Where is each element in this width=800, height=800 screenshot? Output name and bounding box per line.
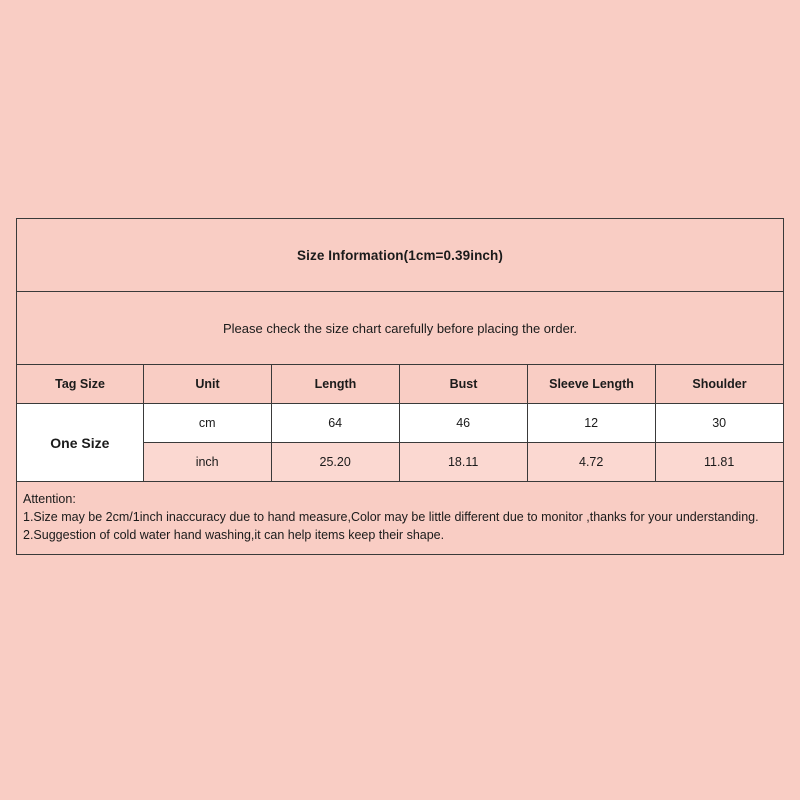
table-header-row [17, 365, 783, 404]
attention-section [17, 482, 783, 554]
table-subtitle: Please check the size chart carefully before placing the order. [222, 320, 578, 336]
cell-shoulder-inch: 11.81 [656, 443, 783, 481]
column-header-tag-size: Tag Size [17, 365, 144, 403]
measurement-rows [144, 404, 783, 481]
table-subtitle-row [17, 292, 783, 365]
cell-unit-inch: inch [144, 443, 272, 481]
table-body [17, 404, 783, 482]
cell-sleeve-inch: 4.72 [528, 443, 656, 481]
cell-bust-cm: 46 [400, 404, 528, 442]
cell-length-inch: 25.20 [272, 443, 400, 481]
tag-size-value: One Size [17, 404, 144, 481]
cell-bust-inch: 18.11 [400, 443, 528, 481]
column-header-length: Length [272, 365, 400, 403]
size-information-table [16, 218, 784, 555]
attention-heading: Attention: [23, 492, 76, 506]
cell-unit-cm: cm [144, 404, 272, 442]
cell-shoulder-cm: 30 [656, 404, 783, 442]
page-title: Size Information(1cm=0.39inch) [297, 247, 503, 263]
table-row [144, 443, 783, 481]
table-row [144, 404, 783, 443]
table-title-row [17, 219, 783, 292]
cell-length-cm: 64 [272, 404, 400, 442]
attention-line-2: 2.Suggestion of cold water hand washing,it can help items keep their shape. [23, 528, 445, 543]
attention-line-1: 1.Size may be 2cm/1inch inaccuracy due to hand measure,Color may be little different due to monitor ,thanks for your understanding. [23, 510, 759, 525]
column-header-sleeve-length: Sleeve Length [528, 365, 656, 403]
cell-sleeve-cm: 12 [528, 404, 656, 442]
column-header-shoulder: Shoulder [692, 377, 747, 391]
column-header-unit: Unit [144, 365, 272, 403]
column-header-bust: Bust [400, 365, 528, 403]
